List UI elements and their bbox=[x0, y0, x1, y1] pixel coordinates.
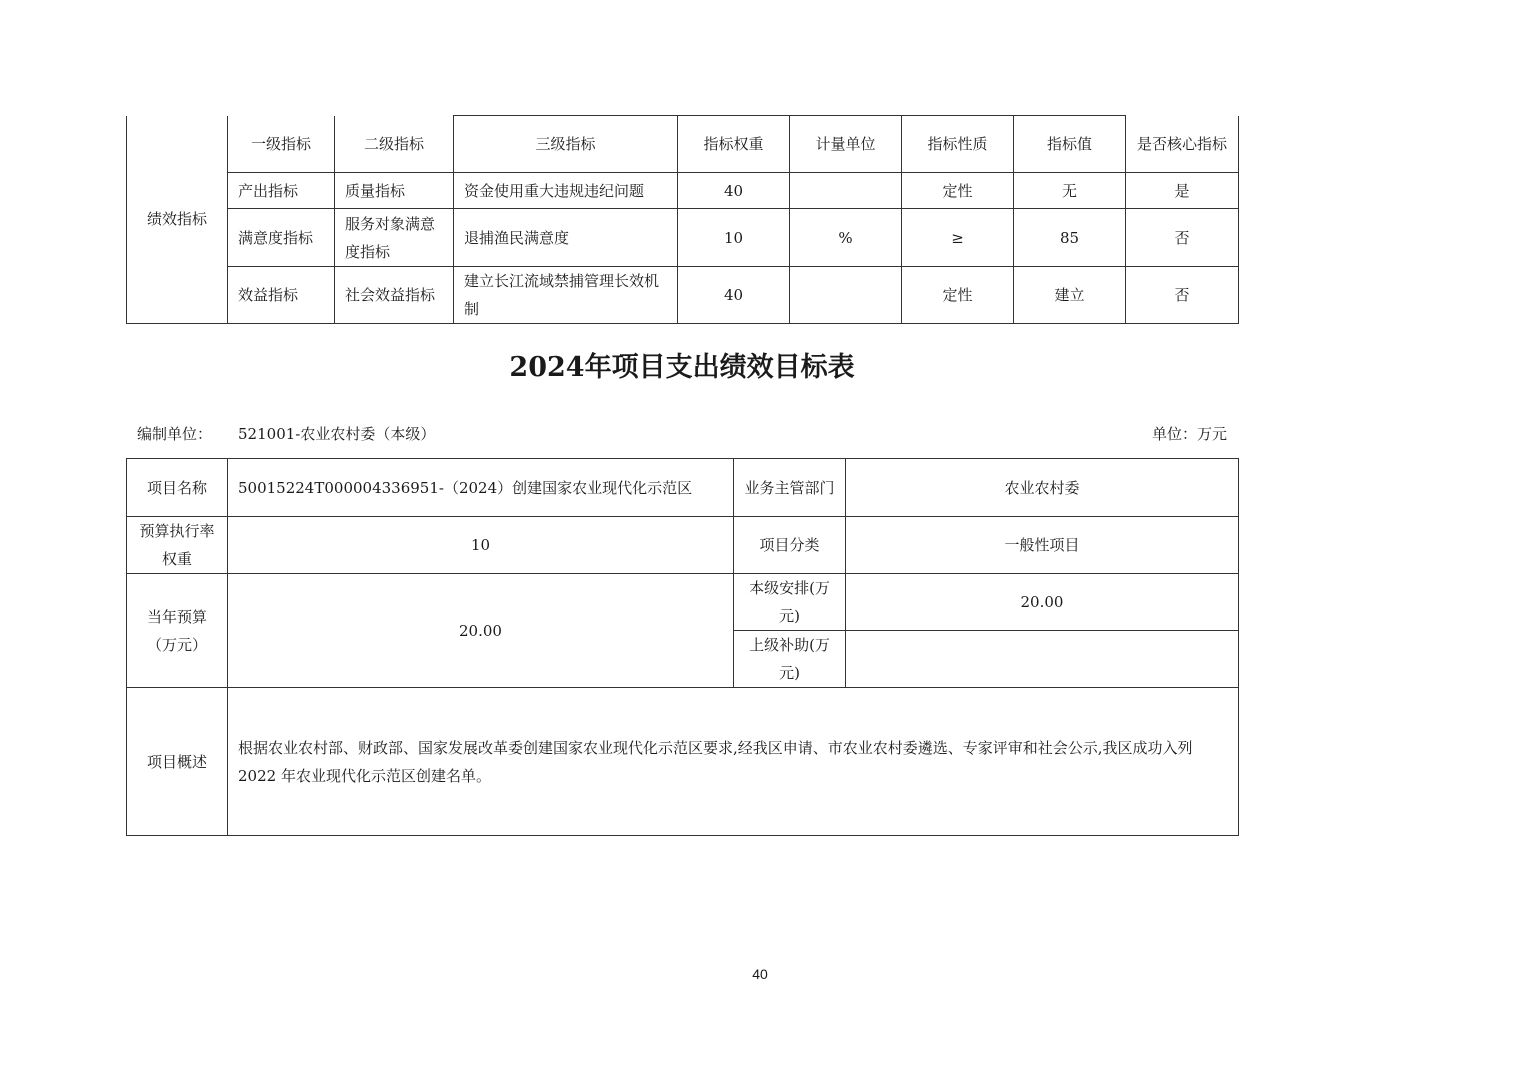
header-level2: 二级指标 bbox=[335, 116, 454, 173]
cell-level2: 服务对象满意度指标 bbox=[335, 209, 454, 267]
rate-weight-value: 10 bbox=[228, 517, 734, 574]
upper-label: 上级补助(万元) bbox=[734, 631, 846, 688]
header-unit: 计量单位 bbox=[790, 116, 902, 173]
project-target-table bbox=[126, 458, 1239, 836]
cell-value: 无 bbox=[1014, 173, 1126, 209]
project-name-value: 50015224T000004336951-（2024）创建国家农业现代化示范区 bbox=[228, 459, 734, 517]
table-row bbox=[127, 517, 1239, 574]
cell-weight: 40 bbox=[678, 267, 790, 324]
budget-value: 20.00 bbox=[228, 574, 734, 688]
org-info bbox=[137, 422, 435, 446]
performance-indicator-table bbox=[126, 115, 1239, 324]
project-name-label: 项目名称 bbox=[127, 459, 228, 517]
header-level1: 一级指标 bbox=[228, 116, 335, 173]
upper-value bbox=[846, 631, 1239, 688]
header-value: 指标值 bbox=[1014, 116, 1126, 173]
category-label: 项目分类 bbox=[734, 517, 846, 574]
cell-level1: 产出指标 bbox=[228, 173, 335, 209]
cell-unit bbox=[790, 267, 902, 324]
table-row bbox=[127, 173, 1239, 209]
header-weight: 指标权重 bbox=[678, 116, 790, 173]
dept-value: 农业农村委 bbox=[846, 459, 1239, 517]
category-value: 一般性项目 bbox=[846, 517, 1239, 574]
cell-level3: 退捕渔民满意度 bbox=[454, 209, 678, 267]
cell-unit bbox=[790, 173, 902, 209]
overview-value: 根据农业农村部、财政部、国家发展改革委创建国家农业现代化示范区要求,经我区申请、市农业农村委遴选、专家评审和社会公示,我区成功入列 2022 年农业现代化示范区创建名单。 bbox=[228, 688, 1239, 836]
local-value: 20.00 bbox=[846, 574, 1239, 631]
table-row bbox=[127, 688, 1239, 836]
cell-level2: 质量指标 bbox=[335, 173, 454, 209]
cell-core: 否 bbox=[1126, 209, 1239, 267]
cell-value: 建立 bbox=[1014, 267, 1126, 324]
cell-core: 否 bbox=[1126, 267, 1239, 324]
org-label: 编制单位： bbox=[137, 425, 213, 443]
cell-level3: 资金使用重大违规违纪问题 bbox=[454, 173, 678, 209]
cell-level2: 社会效益指标 bbox=[335, 267, 454, 324]
cell-nature: ≥ bbox=[902, 209, 1014, 267]
dept-label: 业务主管部门 bbox=[734, 459, 846, 517]
table-row bbox=[127, 574, 1239, 631]
rate-weight-label: 预算执行率权重 bbox=[127, 517, 228, 574]
org-value: 521001-农业农村委（本级） bbox=[238, 425, 436, 443]
table-row bbox=[127, 209, 1239, 267]
header-level3: 三级指标 bbox=[454, 116, 678, 173]
header-nature: 指标性质 bbox=[902, 116, 1014, 173]
cell-weight: 40 bbox=[678, 173, 790, 209]
page-title: 2024年项目支出绩效目标表 bbox=[509, 352, 855, 383]
table-row bbox=[127, 267, 1239, 324]
cell-core: 是 bbox=[1126, 173, 1239, 209]
table-row bbox=[127, 459, 1239, 517]
cell-weight: 10 bbox=[678, 209, 790, 267]
overview-label: 项目概述 bbox=[127, 688, 228, 836]
section-label: 绩效指标 bbox=[127, 116, 228, 324]
local-label: 本级安排(万元) bbox=[734, 574, 846, 631]
cell-unit: % bbox=[790, 209, 902, 267]
header-core: 是否核心指标 bbox=[1126, 116, 1239, 173]
cell-value: 85 bbox=[1014, 209, 1126, 267]
cell-level1: 满意度指标 bbox=[228, 209, 335, 267]
cell-level3: 建立长江流域禁捕管理长效机制 bbox=[454, 267, 678, 324]
unit-label: 单位：万元 bbox=[1151, 425, 1227, 443]
cell-level1: 效益指标 bbox=[228, 267, 335, 324]
cell-nature: 定性 bbox=[902, 267, 1014, 324]
budget-label: 当年预算（万元） bbox=[127, 574, 228, 688]
page-number: 40 bbox=[752, 966, 768, 982]
cell-nature: 定性 bbox=[902, 173, 1014, 209]
